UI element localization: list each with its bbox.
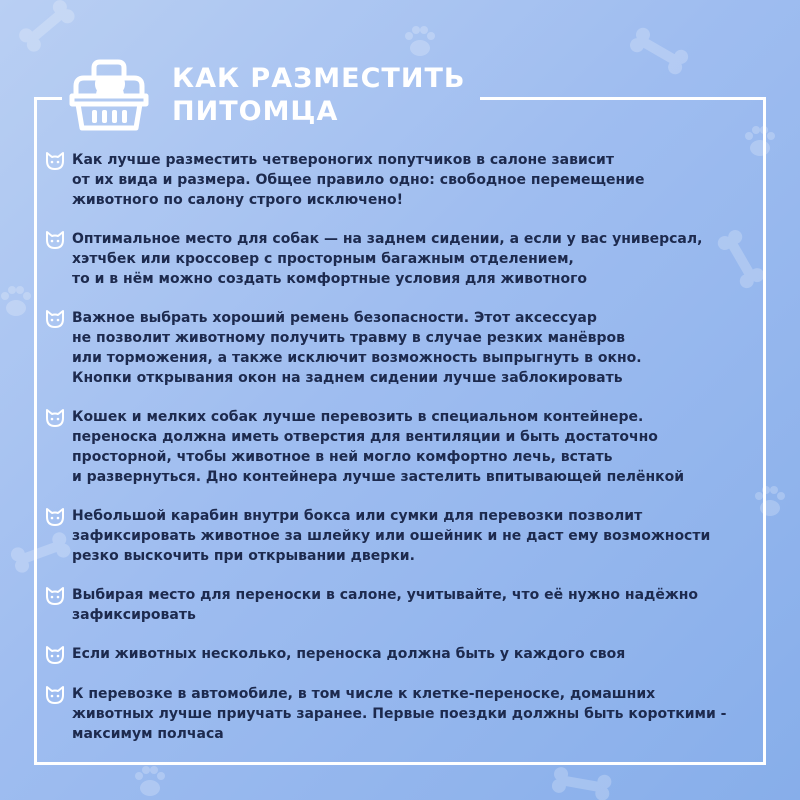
cat-head-icon xyxy=(44,151,66,171)
bone-icon xyxy=(16,0,77,54)
cat-head-icon xyxy=(44,309,66,329)
list-item-text: Кошек и мелких собак лучше перевозить в специальном контейнере. переноска должна иметь отверстия для вентиляции и быть достаточно просторной, чтобы животное в ней могло комфортно лечь, встать и развернуться. Дно контейнера лучше застелить впитывающей пелёнкой xyxy=(72,409,685,485)
list-item xyxy=(44,644,764,665)
tips-list xyxy=(44,150,764,763)
cat-head-icon xyxy=(44,507,66,527)
list-item xyxy=(44,407,764,487)
paw-icon xyxy=(405,26,435,56)
list-item-text: Выбирая место для переноски в салоне, учитывайте, что её нужно надёжно зафиксировать xyxy=(72,587,699,623)
list-item xyxy=(44,150,764,210)
list-item-text: Оптимальное место для собак — на заднем сидении, а если у вас универсал, хэтчбек или кроссовер с просторным багажным отделением, то и в нём можно создать комфортные условия для животного xyxy=(72,231,703,287)
paw-icon xyxy=(135,766,165,796)
page-title xyxy=(172,62,465,128)
list-item xyxy=(44,229,764,289)
cat-head-icon xyxy=(44,408,66,428)
frame-top-right-segment xyxy=(480,97,766,100)
list-item xyxy=(44,308,764,388)
list-item xyxy=(44,506,764,566)
bone-icon xyxy=(551,766,613,800)
cat-head-icon xyxy=(44,586,66,606)
list-item-text: К перевозке в автомобиле, в том числе к клетке-переноске, домашних животных лучше приучать заранее. Первые поездки должны быть короткими - максимум полчаса xyxy=(72,686,727,742)
cat-head-icon xyxy=(44,645,66,665)
header xyxy=(66,56,465,134)
list-item-text: Если животных несколько, переноска должна быть у каждого своя xyxy=(72,646,626,662)
bone-icon xyxy=(627,25,690,77)
list-item xyxy=(44,585,764,625)
list-item xyxy=(44,684,764,744)
title-line-1: КАК РАЗМЕСТИТЬ xyxy=(172,63,466,94)
pet-carrier-icon xyxy=(66,56,152,134)
list-item-text: Важное выбрать хороший ремень безопасности. Этот аксессуар не позволит животному получить травму в случае резких манёвров или торможения, а также исключит возможность выпрыгнуть в окно. Кнопки открывания окон на заднем сидении лучше заблокировать xyxy=(72,310,642,386)
frame-top-left-segment xyxy=(34,97,62,100)
cat-head-icon xyxy=(44,685,66,705)
list-item-text: Как лучше разместить четвероногих попутчиков в салоне зависит от их вида и размера. Общее правило одно: свободное перемещение животного по салону строго исключено! xyxy=(72,152,645,208)
cat-head-icon xyxy=(44,230,66,250)
title-line-2: ПИТОМЦА xyxy=(172,96,339,127)
list-item-text: Небольшой карабин внутри бокса или сумки для перевозки позволит зафиксировать животное за шлейку или ошейник и не даст ему возможности резко выскочить при открывании дверки. xyxy=(72,508,711,564)
paw-icon xyxy=(1,286,31,316)
